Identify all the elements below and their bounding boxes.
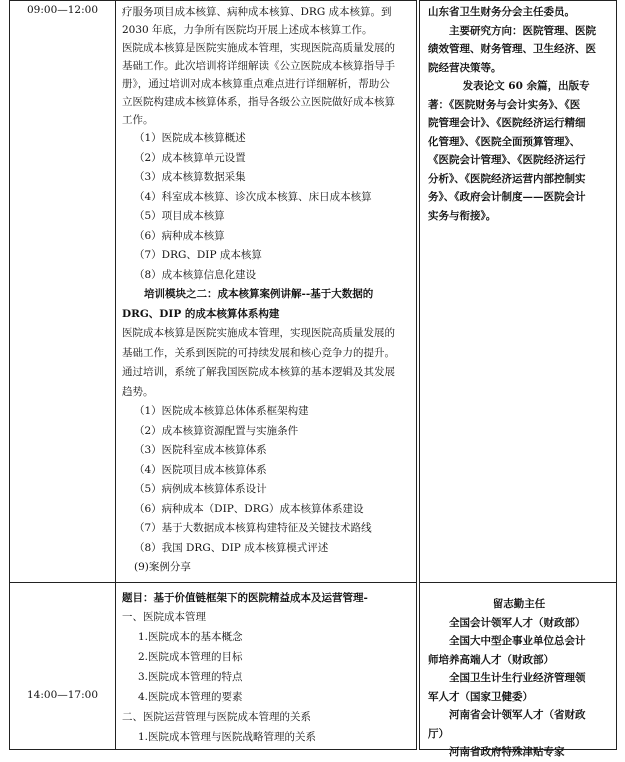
speaker-line: 山东省卫生财务分会主任委员。	[428, 6, 575, 18]
speaker-line: 《医院会计管理》、《医院经济运行	[428, 154, 586, 166]
speaker-line: 院管理会计》、《医院经济运行精细	[428, 117, 586, 129]
content-cell-morning	[116, 0, 417, 582]
module2-desc-line: 基础工作，关系到医院的可持续发展和核心竞争力的提升。	[122, 346, 395, 359]
outline-item: 3.医院成本管理的特点	[138, 671, 243, 683]
speaker-line: 发表论文 60 余篇，出版专	[462, 80, 590, 92]
speaker-line: 全国卫生计生行业经济管理领	[449, 672, 586, 684]
module2-item: (9)案例分享	[134, 561, 191, 573]
speaker-cell-morning	[419, 0, 617, 582]
module1-item: （8）成本核算信息化建设	[134, 268, 257, 281]
speaker-line: 师培养高端人才（财政部）	[428, 653, 554, 666]
content-cell-afternoon	[116, 582, 417, 750]
outline-heading: 二、医院运营管理与医院成本管理的关系	[122, 711, 311, 723]
speaker-cell-afternoon	[419, 582, 617, 758]
module2-title-line: 培训模块之二：成本核算案例讲解--基于大数据的	[144, 288, 374, 300]
time-label: 09:00—12:00	[26, 4, 99, 16]
module1-desc-line: 立医院构建成本核算体系，指导各级公立医院做好成本核算	[122, 96, 395, 108]
module1-desc-line: 册》，通过培训对成本核算重点难点进行详细解析，帮助公	[122, 78, 390, 90]
outline-item: 1.医院成本的基本概念	[138, 631, 243, 643]
speaker-line: 实务与衔接》。	[428, 209, 497, 222]
speaker-line: 务》、《政府会计制度——医院会计	[428, 191, 586, 203]
module2-item: （2）成本核算资源配置与实施条件	[134, 424, 299, 437]
outline-heading: 一、医院成本管理	[122, 611, 206, 623]
speaker-line: 绩效管理、财务管理、卫生经济、医	[428, 43, 596, 55]
time-cell-afternoon	[9, 582, 116, 750]
outline-item: 4.医院成本管理的要素	[138, 691, 243, 703]
speaker-line: 院经营决策等。	[428, 61, 502, 74]
speaker-name: 留志勤主任	[492, 598, 546, 610]
outline-item: 2.医院成本管理的目标	[138, 651, 243, 663]
speaker-line: 著：《医院财务与会计实务》、《医	[428, 98, 581, 111]
speaker-line: 主要研究方向：医院管理、医院	[449, 24, 596, 37]
module1-item: （5）项目成本核算	[134, 210, 225, 222]
module2-item: （3）医院科室成本核算体系	[134, 444, 267, 456]
intro-line: 2030 年底，力争所有医院均开展上述成本核算工作。	[122, 24, 373, 36]
time-label: 14:00—17:00	[26, 689, 99, 701]
intro-line: 疗服务项目成本核算、病种成本核算、DRG 成本核算。到	[122, 6, 392, 18]
module1-item: （1）医院成本核算概述	[134, 132, 246, 144]
module2-desc-line: 趋势。	[122, 385, 154, 398]
speaker-line: 厅）	[428, 727, 449, 740]
speaker-line: 化管理》、《医院全面预算管理》、	[428, 135, 581, 148]
module2-desc-line: 通过培训，系统了解我国医院成本核算的基本逻辑及其发展	[122, 366, 395, 378]
module1-item: （3）成本核算数据采集	[134, 171, 246, 183]
module1-desc-line: 工作。	[122, 114, 154, 126]
module1-item: （7）DRG、DIP 成本核算	[134, 249, 262, 261]
topic-title: 题目：基于价值链框架下的医院精益成本及运营管理-	[122, 592, 368, 604]
outline-item: 1.医院成本管理与医院战略管理的关系	[138, 731, 317, 743]
module1-desc-line: 医院成本核算是医院实施成本管理，实现医院高质量发展的	[122, 42, 395, 54]
module1-desc-line: 基础工作。此次培训将详细解读《公立医院成本核算指导手	[122, 60, 395, 72]
time-cell-morning	[9, 0, 116, 582]
module1-item: （2）成本核算单元设置	[134, 151, 246, 164]
module2-item: （4）医院项目成本核算体系	[134, 463, 267, 476]
speaker-line: 河南省会计领军人才（省财政	[449, 709, 586, 721]
module2-item: （7）基于大数据成本核算构建特征及关键技术路线	[134, 522, 372, 534]
speaker-line: 军人才（国家卫健委）	[428, 690, 533, 703]
module2-title-line: DRG、DIP 的成本核算体系构建	[122, 307, 280, 320]
module1-item: （4）科室成本核算、诊次成本核算、床日成本核算	[134, 190, 372, 203]
speaker-line: 分析》、《医院经济运营内部控制实	[428, 172, 586, 185]
speaker-line: 河南省政府特殊津贴专家	[449, 746, 565, 758]
schedule-table	[9, 0, 617, 758]
module2-item: （5）病例成本核算体系设计	[134, 483, 267, 495]
module2-item: （1）医院成本核算总体体系框架构建	[134, 405, 309, 417]
module1-item: （6）病种成本核算	[134, 229, 225, 242]
speaker-line: 全国会计领军人才（财政部）	[449, 616, 586, 629]
module2-item: （6）病种成本（DIP、DRG）成本核算体系建设	[134, 502, 364, 515]
speaker-line: 全国大中型企事业单位总会计	[449, 635, 586, 647]
module2-item: （8）我国 DRG、DIP 成本核算模式评述	[134, 541, 329, 554]
module2-desc-line: 医院成本核算是医院实施成本管理，实现医院高质量发展的	[122, 327, 395, 339]
